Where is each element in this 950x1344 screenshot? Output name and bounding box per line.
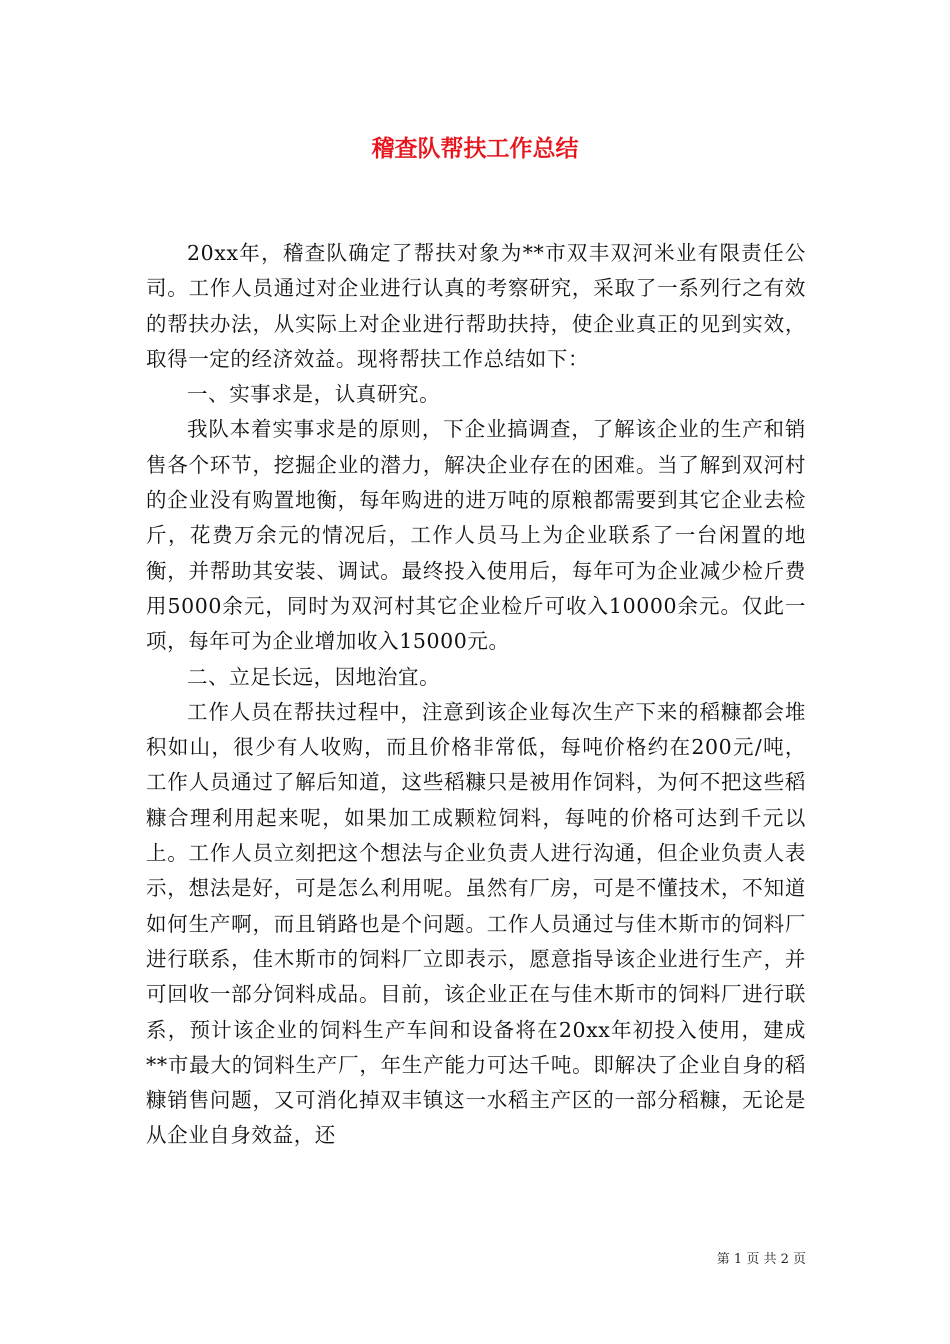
page-number-footer: 第 1 页 共 2 页 — [716, 1252, 806, 1267]
section-heading-1: 一、实事求是，认真研究。 — [187, 382, 441, 407]
document-body — [146, 236, 806, 1154]
section-heading-2: 二、立足长远，因地治宜。 — [187, 664, 441, 689]
document-title: 稽查队帮扶工作总结 — [371, 136, 579, 162]
paragraph-intro: 20xx年，稽查队确定了帮扶对象为**市双丰双河米业有限责任公司。工作人员通过对企业进行认真的考察研究，采取了一系列行之有效的帮扶办法，从实际上对企业进行帮助扶持，使企业真正的见到实效，取得一定的经济效益。现将帮扶工作总结如下： — [146, 241, 806, 371]
paragraph-section-1: 我队本着实事求是的原则，下企业搞调查，了解该企业的生产和销售各个环节，挖掘企业的潜力，解决企业存在的困难。当了解到双河村的企业没有购置地衡，每年购进的进万吨的原粮都需要到其它企业去检斤，花费万余元的情况后，工作人员马上为企业联系了一台闲置的地衡，并帮助其安装、调试。最终投入使用后，每年可为企业减少检斤费用5000余元，同时为双河村其它企业检斤可收入10000余元。仅此一项，每年可为企业增加收入15000元。 — [146, 417, 806, 654]
paragraph-section-2: 工作人员在帮扶过程中，注意到该企业每次生产下来的稻糠都会堆积如山，很少有人收购，而且价格非常低，每吨价格约在200元/吨，工作人员通过了解后知道，这些稻糠只是被用作饲料，为何不把这些稻糠合理利用起来呢，如果加工成颗粒饲料，每吨的价格可达到千元以上。工作人员立刻把这个想法与企业负责人进行沟通，但企业负责人表示，想法是好，可是怎么利用呢。虽然有厂房，可是不懂技术，不知道如何生产啊，而且销路也是个问题。工作人员通过与佳木斯市的饲料厂进行联系，佳木斯市的饲料厂立即表示，愿意指导该企业进行生产，并可回收一部分饲料成品。目前，该企业正在与佳木斯市的饲料厂进行联系，预计该企业的饲料生产车间和设备将在20xx年初投入使用，建成**市最大的饲料生产厂，年生产能力可达千吨。即解决了企业自身的稻糠销售问题，又可消化掉双丰镇这一水稻主产区的一部分稻糠，无论是从企业自身效益，还 — [146, 699, 806, 1148]
